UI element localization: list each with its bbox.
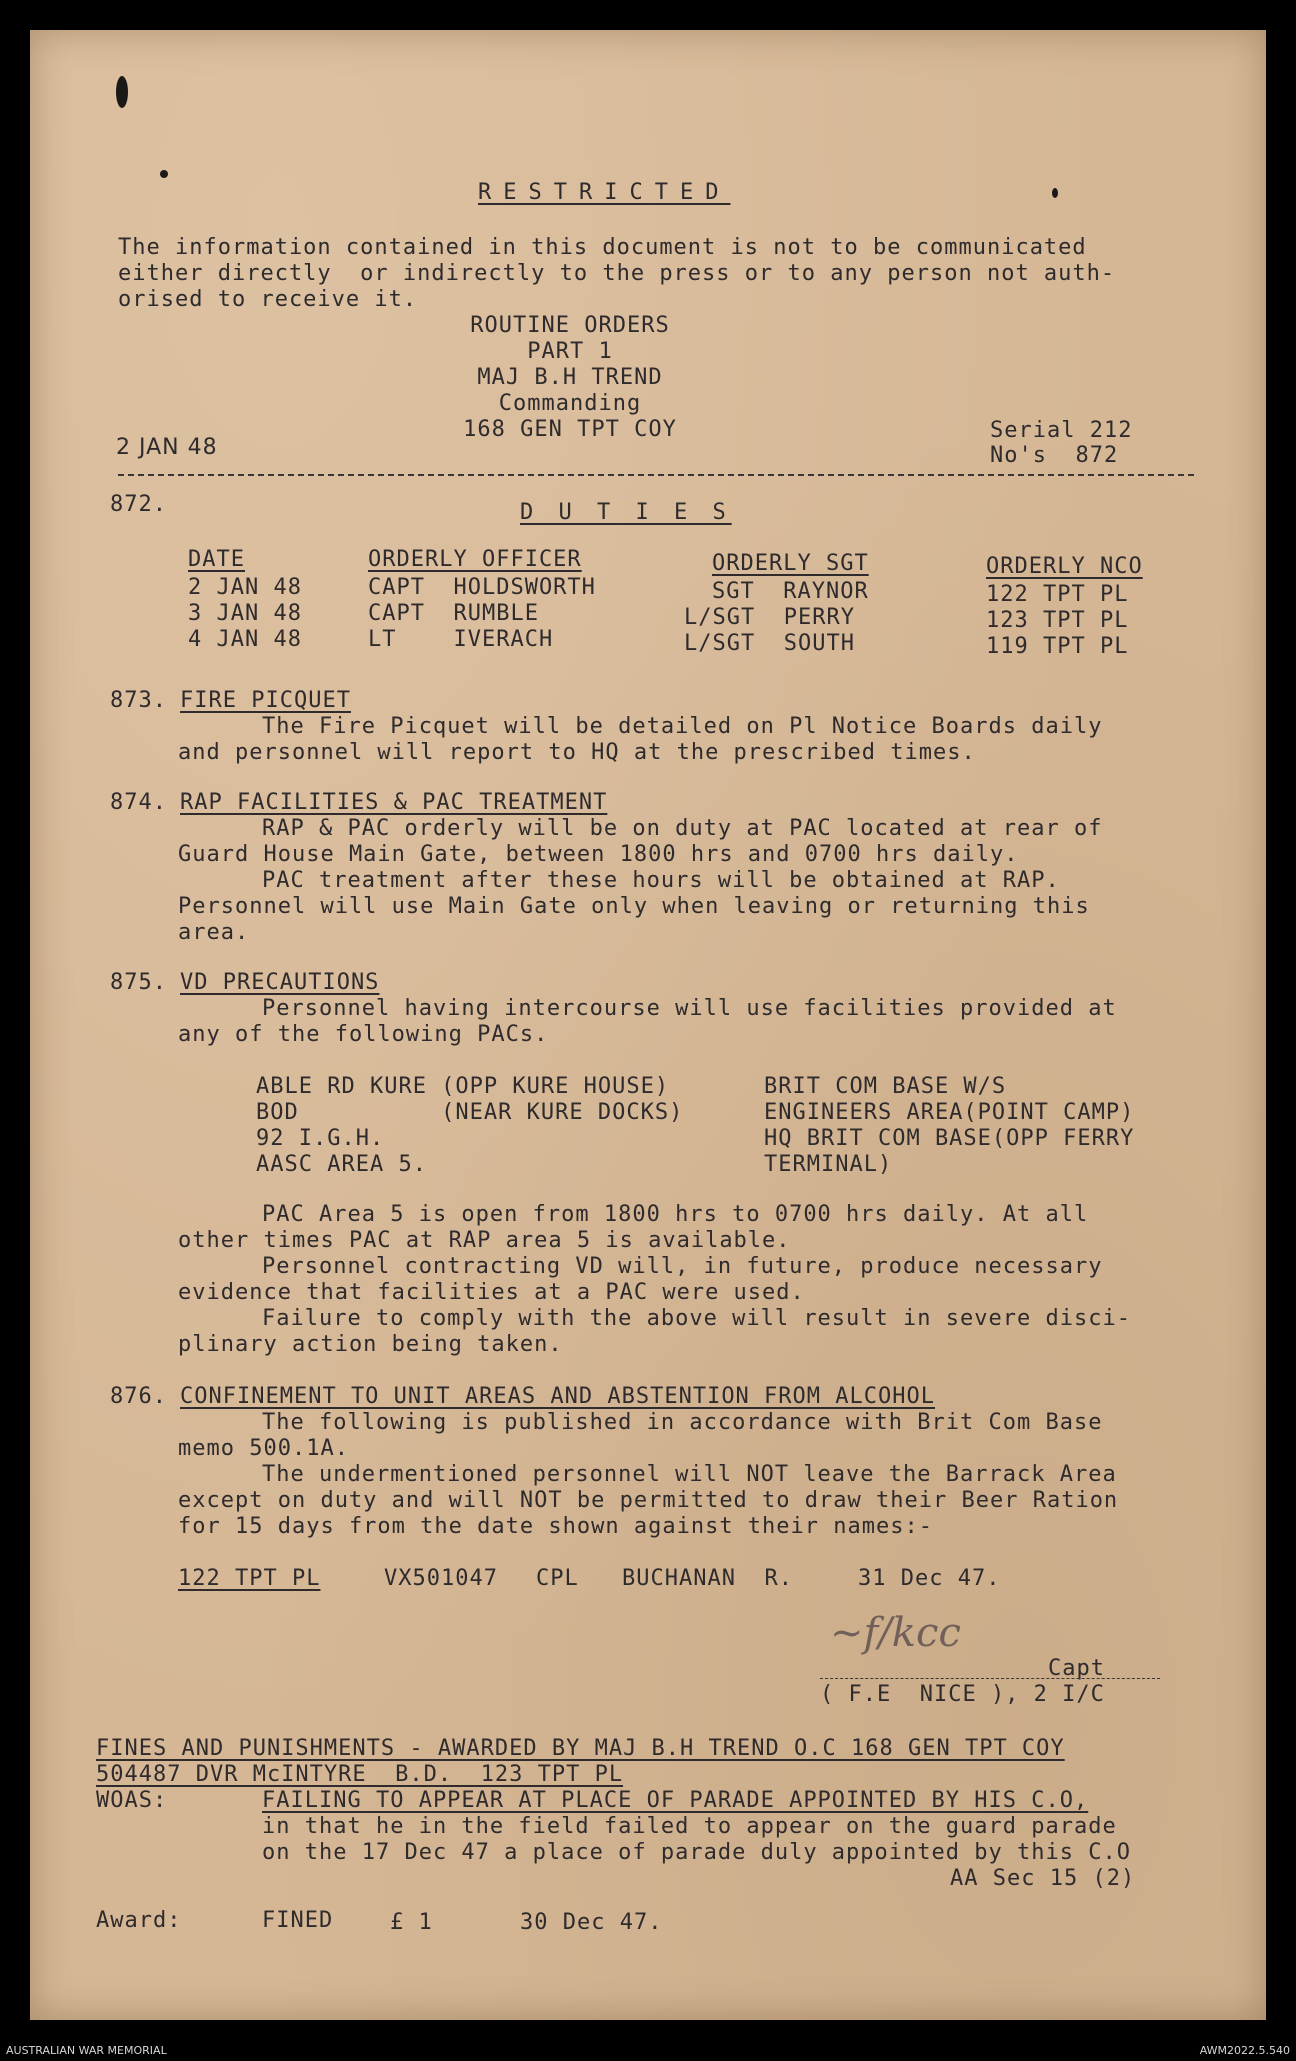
fines-title: FINES AND PUNISHMENTS - AWARDED BY MAJ B.H TREND O.C 168 GEN TPT COY xyxy=(96,1736,1065,1761)
section-number: 873. xyxy=(110,688,167,713)
section-number: 872. xyxy=(110,492,167,517)
award-value: FINED xyxy=(262,1908,334,1933)
body-line: Personnel having intercourse will use facilities provided at xyxy=(262,996,1117,1021)
duty-date: 3 JAN 48 xyxy=(188,601,302,626)
entry-rank: CPL xyxy=(536,1566,579,1591)
section-title: CONFINEMENT TO UNIT AREAS AND ABSTENTION FROM ALCOHOL xyxy=(180,1384,935,1409)
signature-rule xyxy=(820,1678,1160,1679)
body-line: memo 500.1A. xyxy=(178,1436,349,1461)
body-line: any of the following PACs. xyxy=(178,1022,549,1047)
handwritten-signature: ~f/kcc xyxy=(830,1610,961,1656)
section-number: 874. xyxy=(110,790,167,815)
pac-location: TERMINAL) xyxy=(764,1152,893,1177)
pac-location: AASC AREA 5. xyxy=(256,1152,427,1177)
archive-credit: AUSTRALIAN WAR MEMORIAL xyxy=(6,2044,167,2057)
body-line: Failure to comply with the above will result in severe disci- xyxy=(262,1306,1131,1331)
entry-number: VX501047 xyxy=(384,1566,498,1591)
duty-officer: CAPT RUMBLE xyxy=(368,601,539,626)
charge-line: on the 17 Dec 47 a place of parade duly appointed by this C.O xyxy=(262,1840,1131,1865)
entry-date: 31 Dec 47. xyxy=(858,1566,1001,1591)
body-line: evidence that facilities at a PAC were used. xyxy=(178,1280,805,1305)
body-line: RAP & PAC orderly will be on duty at PAC located at rear of xyxy=(262,816,1103,841)
body-line: PAC treatment after these hours will be obtained at RAP. xyxy=(262,868,1060,893)
pac-location: ENGINEERS AREA(POINT CAMP) xyxy=(764,1100,1135,1125)
document-page xyxy=(30,30,1266,2020)
award-label: Award: xyxy=(96,1908,182,1933)
order-block-line: Commanding xyxy=(498,391,642,416)
serial-number: Serial 212 xyxy=(990,418,1133,443)
notice-line: either directly or indirectly to the press or to any person not auth- xyxy=(118,261,1116,286)
charge-line: FAILING TO APPEAR AT PLACE OF PARADE APPOINTED BY HIS C.O, xyxy=(262,1788,1089,1813)
duty-sgt: L/SGT PERRY xyxy=(684,605,855,630)
column-header: DATE xyxy=(188,547,245,572)
entry-unit: 122 TPT PL xyxy=(178,1566,321,1591)
signature-name: ( F.E NICE ), 2 I/C xyxy=(820,1682,1105,1707)
charge-line: in that he in the field failed to appear on the guard parade xyxy=(262,1814,1117,1839)
fines-soldier: 504487 DVR McINTYRE B.D. 123 TPT PL xyxy=(96,1762,624,1787)
order-date: 2 JAN 48 xyxy=(116,435,218,460)
body-line: The undermentioned personnel will NOT leave the Barrack Area xyxy=(262,1462,1117,1487)
classification-heading: RESTRICTED xyxy=(478,180,731,205)
ink-speck xyxy=(116,76,128,108)
column-header: ORDERLY NCO xyxy=(986,554,1143,579)
award-date: 30 Dec 47. xyxy=(520,1910,663,1935)
signature-rank: Capt xyxy=(1048,1656,1105,1681)
header-rule xyxy=(118,474,1194,476)
ink-speck xyxy=(160,170,168,178)
body-line: except on duty and will NOT be permitted to draw their Beer Ration xyxy=(178,1488,1119,1513)
pac-location: HQ BRIT COM BASE(OPP FERRY xyxy=(764,1126,1135,1151)
duty-nco: 123 TPT PL xyxy=(986,608,1129,633)
body-line: other times PAC at RAP area 5 is available. xyxy=(178,1228,791,1253)
column-header: ORDERLY OFFICER xyxy=(368,547,582,572)
act-reference: AA Sec 15 (2) xyxy=(950,1866,1136,1891)
notice-line: The information contained in this document is not to be communicated xyxy=(118,235,1087,260)
pac-location: ABLE RD KURE (OPP KURE HOUSE) xyxy=(256,1074,670,1099)
order-numbers: No's 872 xyxy=(990,443,1119,468)
pac-location: BRIT COM BASE W/S xyxy=(764,1074,1007,1099)
order-block-line: MAJ B.H TREND xyxy=(477,365,663,390)
body-line: PAC Area 5 is open from 1800 hrs to 0700 hrs daily. At all xyxy=(262,1202,1089,1227)
section-title: FIRE PICQUET xyxy=(180,688,351,713)
order-block-line: ROUTINE ORDERS xyxy=(470,313,670,338)
section-number: 875. xyxy=(110,970,167,995)
body-line: plinary action being taken. xyxy=(178,1332,563,1357)
duty-sgt: L/SGT SOUTH xyxy=(684,631,855,656)
body-line: Guard House Main Gate, between 1800 hrs and 0700 hrs daily. xyxy=(178,842,1019,867)
duty-nco: 119 TPT PL xyxy=(986,634,1129,659)
section-title: VD PRECAUTIONS xyxy=(180,970,380,995)
duty-sgt: SGT RAYNOR xyxy=(712,579,869,604)
archive-reference: AWM2022.5.540 xyxy=(1199,2044,1290,2057)
order-block-line: 168 GEN TPT COY xyxy=(463,417,677,442)
body-line: The Fire Picquet will be detailed on Pl Notice Boards daily xyxy=(262,714,1103,739)
section-title: D U T I E S xyxy=(520,500,732,525)
entry-name: BUCHANAN R. xyxy=(622,1566,793,1591)
fines-was-label: WOAS: xyxy=(96,1788,168,1813)
duty-nco: 122 TPT PL xyxy=(986,582,1129,607)
ink-speck xyxy=(1052,188,1058,198)
section-title: RAP FACILITIES & PAC TREATMENT xyxy=(180,790,608,815)
body-line: and personnel will report to HQ at the prescribed times. xyxy=(178,740,976,765)
duty-date: 4 JAN 48 xyxy=(188,627,302,652)
body-line: The following is published in accordance with Brit Com Base xyxy=(262,1410,1103,1435)
pac-location: BOD (NEAR KURE DOCKS) xyxy=(256,1100,684,1125)
section-number: 876. xyxy=(110,1384,167,1409)
award-amount: £ 1 xyxy=(390,1910,433,1935)
duty-officer: LT IVERACH xyxy=(368,627,554,652)
order-block-line: PART 1 xyxy=(527,339,613,364)
duty-officer: CAPT HOLDSWORTH xyxy=(368,575,596,600)
duty-date: 2 JAN 48 xyxy=(188,575,302,600)
body-line: area. xyxy=(178,920,250,945)
pac-location: 92 I.G.H. xyxy=(256,1126,385,1151)
body-line: Personnel contracting VD will, in future, produce necessary xyxy=(262,1254,1103,1279)
body-line: for 15 days from the date shown against their names:- xyxy=(178,1514,933,1539)
body-line: Personnel will use Main Gate only when leaving or returning this xyxy=(178,894,1090,919)
notice-line: orised to receive it. xyxy=(118,287,418,312)
column-header: ORDERLY SGT xyxy=(712,551,869,576)
